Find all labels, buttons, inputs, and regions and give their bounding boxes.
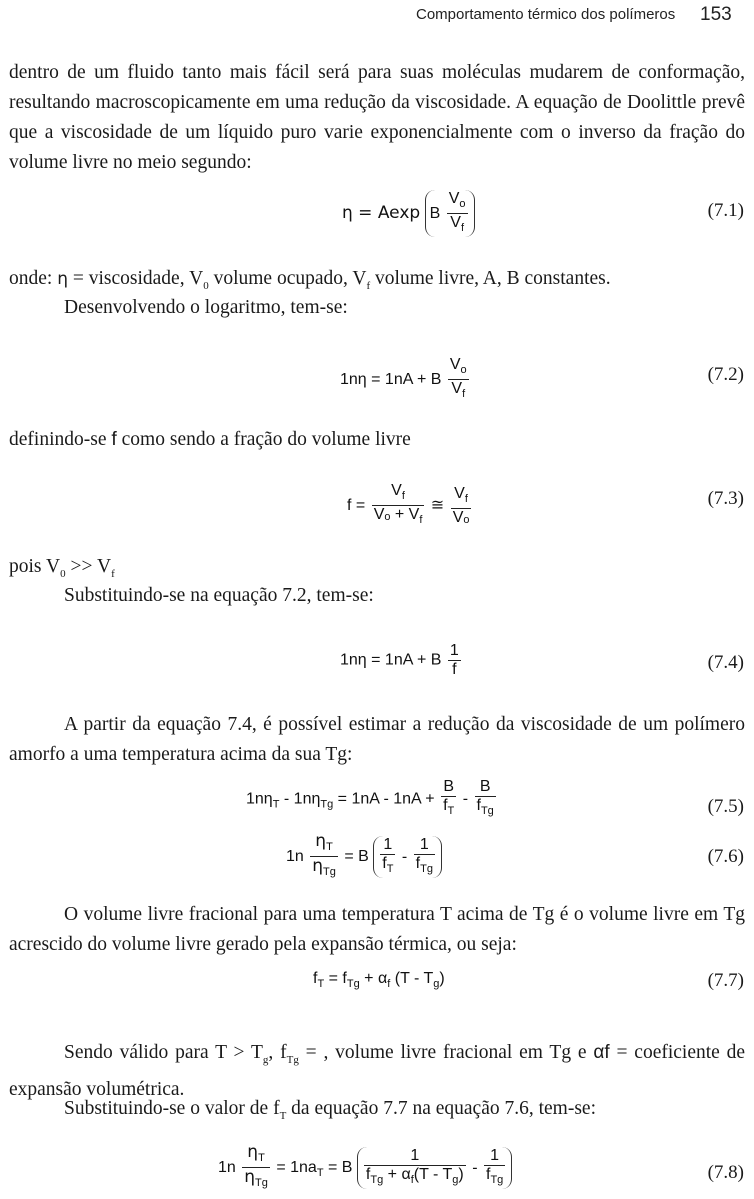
equation-7-4: 1nη = 1nA + B $\frac{1}{f}$: [340, 642, 459, 678]
eq8-fraction-1: $\frac{1}{f_{Tg} + \alpha_f(T - T_g)}$: [365, 1146, 464, 1186]
equation-number-7-3: (7.3): [707, 488, 744, 509]
equation-number-7-2: (7.2): [707, 364, 744, 385]
paragraph-6: A partir da equação 7.4, é possível estimar a redução da viscosidade de um polímero amorfo a uma temperatura acima da sua Tg:: [9, 714, 745, 765]
paragraph-2: Desenvolvendo o logaritmo, tem-se:: [64, 297, 348, 318]
eq6-fraction-1: $\frac{1}{f_T}$: [382, 835, 394, 875]
paragraph-1: dentro de um fluido tanto mais fácil será para suas moléculas mudarem de conformação, resultando macroscopicamente em uma redução da viscosidade. A equação de Doolittle prevê que a viscosidade de um líquido puro varie exponencialmente com o inverso da fração do volume livre no meio segundo:: [9, 62, 745, 173]
paragraph-3: definindo-se f como sendo a fração do volume livre: [9, 428, 411, 450]
equation-7-5: $1n\eta_T - 1n\eta_{Tg} = 1nA - 1nA$ + $\frac{B}{f_T}$ - $\frac{B}{f_{Tg}}$: [246, 778, 498, 820]
equation-number-7-4: (7.4): [707, 652, 744, 673]
paragraph-9: Substituindo-se o valor de $f_T$ da equação 7.7 na equação 7.6, tem-se:: [64, 1098, 596, 1122]
equation-7-6: 1n $\frac{\eta_T}{\eta_{Tg}}$ = B $\frac{1}{f_T}$ - $\frac{1}{f_{Tg}}$: [286, 832, 442, 881]
eq8-paren: $\frac{1}{f_{Tg} + \alpha_f(T - T_g)}$ - $\frac{1}{f_{Tg}}$: [357, 1147, 512, 1189]
paragraph-5: Substituindo-se na equação 7.2, tem-se:: [64, 585, 374, 606]
eq1-paren: [425, 190, 475, 237]
eq6-fraction-eta: $\frac{\eta_T}{\eta_{Tg}}$: [312, 831, 336, 879]
equation-number-7-8: (7.8): [707, 1162, 744, 1183]
eq2-fraction: $\frac{V_o}{V_f}$: [449, 356, 467, 401]
eq5-fraction-2: $\frac{B}{f_{Tg}}$: [476, 778, 494, 818]
eq6-fraction-2: $\frac{1}{f_{Tg}}$: [415, 835, 433, 875]
running-header-title: Comportamento térmico dos polímeros: [416, 6, 676, 23]
eq8-fraction-2: $\frac{1}{f_{Tg}}$: [485, 1146, 504, 1186]
eq1-fraction: $\frac{V_o}{V_f}$: [448, 190, 466, 235]
equation-7-3: f = $\frac{V_f}{V_o + V_f}$ ≅ $\frac{V_f}{\text{Vₒ}}$: [347, 482, 473, 529]
eq3-fraction-1: $\frac{V_f}{V_o + V_f}$: [373, 482, 423, 527]
eq4-fraction: $\frac{1}{f}$: [449, 642, 459, 678]
equation-7-7: $f_T = f_{Tg} + \alpha_f$ $(T - T_g)$: [313, 970, 445, 991]
eq6-paren: $\frac{1}{f_T}$ - $\frac{1}{f_{Tg}}$: [373, 836, 442, 878]
equation-number-7-6: (7.6): [707, 846, 744, 867]
eq3-fraction-2: $\frac{V_f}{\text{Vₒ}}$: [452, 484, 470, 526]
equation-number-7-5: (7.5): [707, 796, 744, 817]
equation-number-7-1: (7.1): [707, 200, 744, 221]
equation-7-2: 1nη = 1nA + B $\frac{V_o}{V_f}$: [340, 356, 471, 403]
eq1-lhs: η = Aexp: [342, 202, 421, 223]
paragraph-7: O volume livre fracional para uma temperatura T acima de Tg é o volume livre em Tg acrescido do volume livre gerado pela expansão térmica, ou seja:: [9, 904, 745, 955]
eq1-b: B: [429, 204, 441, 222]
equation-7-1: [342, 190, 475, 237]
eq8-fraction-eta: $\frac{\eta_T}{\eta_{Tg}}$: [244, 1142, 268, 1190]
definitions-line: onde: η = viscosidade, $V_0$ volume ocupado, $V_f$ volume livre, A, B constantes.: [9, 268, 611, 292]
eq5-fraction-1: $\frac{B}{f_T}$: [443, 778, 455, 818]
paragraph-8: Sendo válido para $T > T_g$, $f_{Tg}$ = , volume livre fracional em Tg e αf = coeficiente de expansão volumétrica.: [9, 1042, 746, 1100]
page-number: 153: [700, 4, 732, 25]
equation-7-8: 1n $\frac{\eta_T}{\eta_{Tg}}$ = $1na_T = B$ $\frac{1}{f_{Tg} + \alpha_f(T - T_g)}$ - $\frac{1}{f_{Tg}}$: [218, 1143, 512, 1192]
equation-number-7-7: (7.7): [707, 970, 744, 991]
paragraph-4: pois $V_0 >> V_f$: [9, 556, 115, 580]
